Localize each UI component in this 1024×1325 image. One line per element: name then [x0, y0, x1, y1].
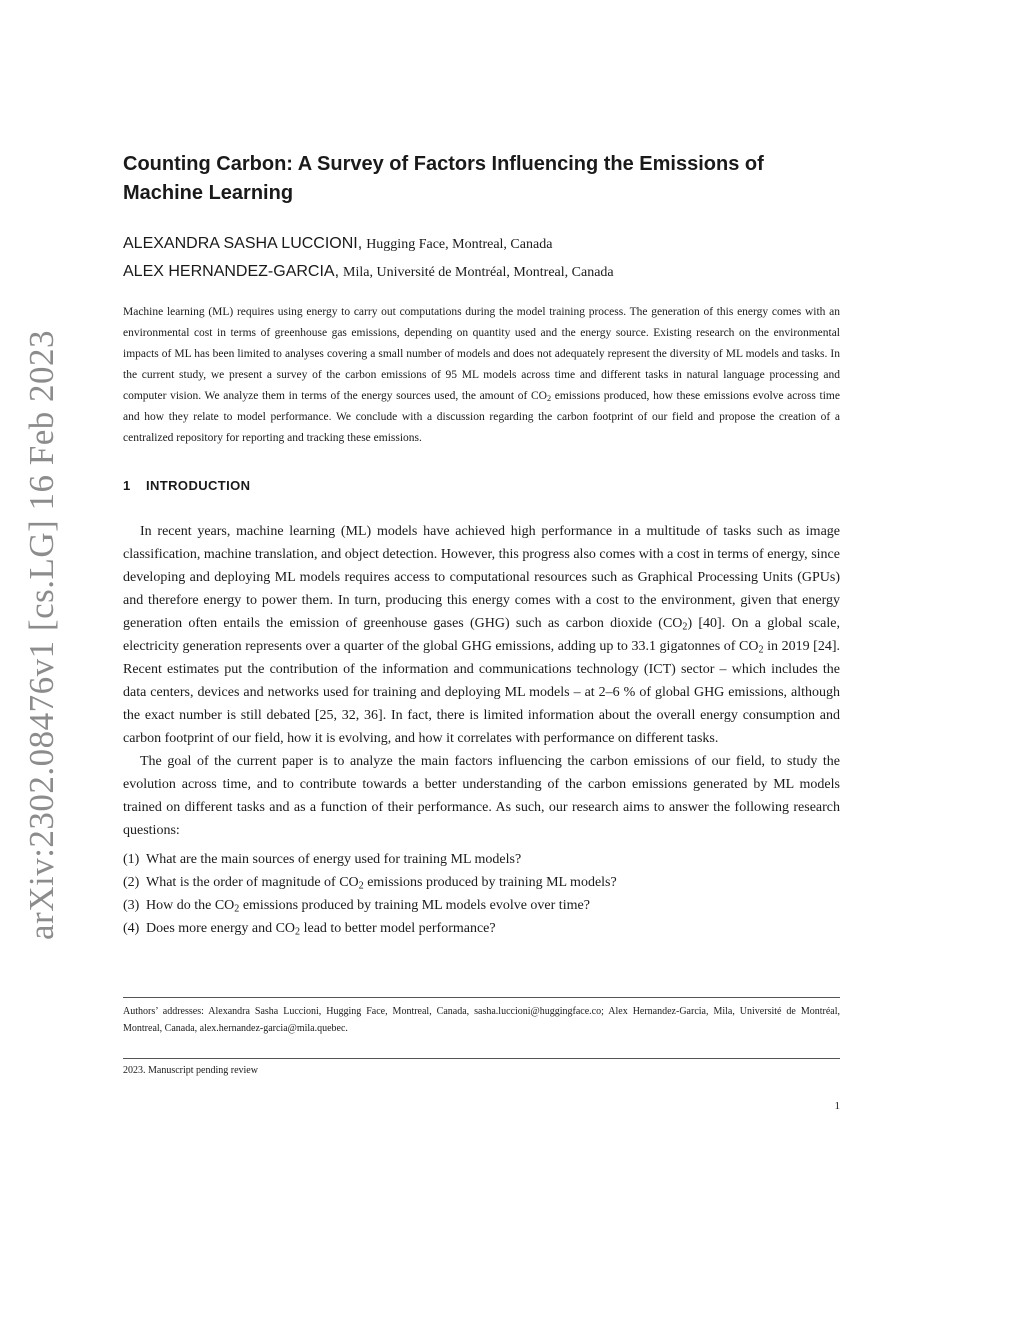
author-addresses-footnote: Authors’ addresses: Alexandra Sasha Luccioni, Hugging Face, Montreal, Canada, sasha.luccioni@huggingface.co; Alex Hernandez-Garcia, Mila, Université de Montréal, Montreal, Canada, alex.hernandez-garcia@mila.quebec.: [123, 1006, 840, 1034]
author-name: ALEX HERNANDEZ-GARCIA,: [123, 263, 340, 280]
footnote-divider: [123, 997, 840, 998]
author-affiliation: Hugging Face, Montreal, Canada: [366, 237, 553, 252]
arxiv-identifier: arXiv:2302.08476v1 [cs.LG] 16 Feb 2023: [22, 329, 61, 940]
research-questions: [123, 848, 840, 940]
section-number: 1: [123, 478, 131, 493]
page-number: 1: [834, 1100, 840, 1112]
intro-paragraph-2: The goal of the current paper is to analyze the main factors influencing the carbon emissions of our field, to study the evolution across time, and to contribute towards a better understanding of the carbon emissions generated by ML models trained on different tasks and as a function of their performance. As such, our research aims to answer the following research questions:: [123, 754, 840, 838]
intro-paragraph-1: In recent years, machine learning (ML) models have achieved high performance in a multitude of tasks such as image classification, machine translation, and object detection. However, this progress also comes with a cost in terms of energy, since developing and deploying ML models requires access to computational resources such as Graphical Processing Units (GPUs) and therefore energy to power them. In turn, producing this energy comes with a cost to the environment, given that energy generation often entails the emission of greenhouse gases (GHG) such as carbon dioxide $(CO_2)$ [40]. On a global scale, electricity generation represents over a quarter of the global GHG emissions, adding up to 33.1 gigatonnes of $CO_2$ in 2019 [24]. Recent estimates put the contribution of the information and communications technology (ICT) sector – which includes the data centers, devices and networks used for training and deploying ML models – at 2–6 % of global GHG emissions, although the exact number is still debated [25, 32, 36]. In fact, there is limited information about the overall energy consumption and carbon footprint of our field, how it is evolving, and how it correlates with performance on different tasks.: [123, 524, 841, 746]
abstract: Machine learning (ML) requires using energy to carry out computations during the model training process. The generation of this energy comes with an environmental cost in terms of greenhouse gas emissions, depending on quantity used and the energy source. Existing research on the environmental impacts of ML has been limited to analyses covering a small number of models and does not adequately represent the diversity of ML models and tasks. In the current study, we present a survey of the carbon emissions of 95 ML models across time and different tasks in natural language processing and computer vision. We analyze them in terms of the energy sources used, the amount of $CO_2$ emissions produced, how these emissions evolve across time and how they relate to model performance. We conclude with a discussion regarding the carbon footprint of our field and propose the creation of a centralized repository for reporting and tracking these emissions.: [123, 306, 840, 444]
publication-divider: [123, 1058, 840, 1059]
author-name: ALEXANDRA SASHA LUCCIONI,: [123, 235, 363, 252]
author-affiliation: Mila, Université de Montréal, Montreal, Canada: [343, 265, 614, 280]
section-title: INTRODUCTION: [146, 478, 251, 493]
section-heading: [123, 478, 840, 493]
author-1: [123, 230, 840, 258]
list-item: (3) How do the $CO_2$ emissions produced by training ML models evolve over time?: [123, 898, 590, 915]
publication-note: 2023. Manuscript pending review: [123, 1065, 258, 1076]
author-list: [123, 230, 840, 286]
author-2: [123, 258, 840, 286]
paper-title: Counting Carbon: A Survey of Factors Influencing the Emissions of Machine Learning: [123, 153, 764, 204]
list-item: (4) Does more energy and $CO_2$ lead to better model performance?: [123, 921, 496, 938]
list-item: (2) What is the order of magnitude of $CO_2$ emissions produced by training ML models?: [123, 875, 617, 892]
list-item: (1) What are the main sources of energy used for training ML models?: [123, 852, 522, 867]
paper-page: [123, 150, 840, 940]
